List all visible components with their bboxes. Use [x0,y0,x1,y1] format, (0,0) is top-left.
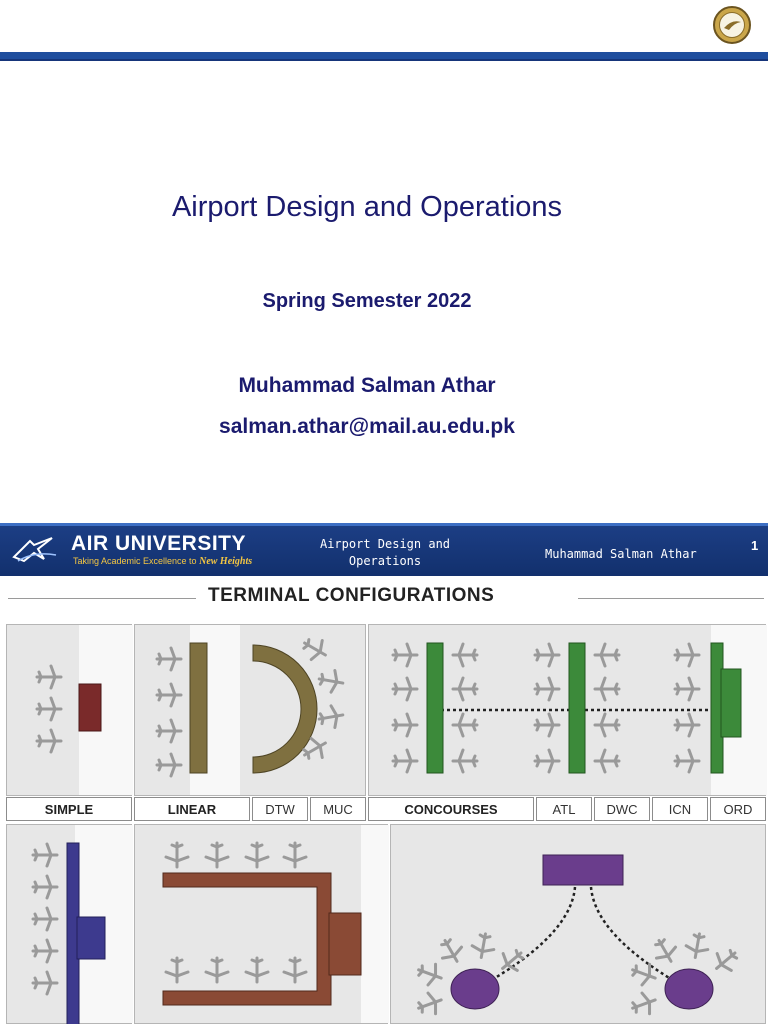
airplane-icon [496,945,529,977]
pier-panel [6,824,132,1024]
label-dtw: DTW [252,797,308,821]
slide-footer [0,523,768,576]
linear-diagram [135,625,367,797]
airplane-icon [535,750,559,772]
concourses-panel [368,624,766,796]
airplane-icon [629,960,659,989]
u-shape-diagram [135,825,389,1024]
airplane-icon [166,958,188,982]
airplane-icon [470,932,496,959]
airplane-icon [37,730,61,752]
label-atl: ATL [536,797,592,821]
airplane-icon [649,935,680,967]
airplane-icon [33,940,57,962]
airplane-icon [595,644,619,666]
airplane-icon [284,843,306,867]
label-ord: ORD [710,797,766,821]
airplane-icon [393,644,417,666]
airplane-icon [393,678,417,700]
page-number: 1 [751,538,759,553]
satellite-diagram [391,825,767,1024]
footer-course-title: Airport Design and Operations [319,537,451,568]
airplane-icon [33,972,57,994]
figure-title: TERMINAL CONFIGURATIONS [208,585,495,606]
concourse-icon [569,643,585,773]
concourse-icon [427,643,443,773]
airplane-icon [393,750,417,772]
terminal-building-icon [79,684,101,731]
airplane-icon [675,750,699,772]
airplane-icon [453,644,477,666]
author-name: Muhammad Salman Athar [238,374,496,397]
title-rule-left [8,598,196,599]
airplane-icon [317,704,344,730]
satellite-panel [390,824,766,1024]
terminal-configurations-slide [0,576,768,1024]
airplane-icon [393,714,417,736]
airplane-icon [453,750,477,772]
simple-panel [6,624,132,796]
airplane-icon [157,648,181,670]
label-dwc: DWC [594,797,650,821]
airplane-icon [33,908,57,930]
slide-title: Airport Design and Operations [171,191,563,223]
linear-terminal-icon [190,643,207,773]
university-tagline: Taking Academic Excellence to New Heights [73,556,253,567]
title-rule-right [578,598,764,599]
label-linear: LINEAR [134,797,250,821]
label-muc: MUC [310,797,366,821]
airplane-icon [37,698,61,720]
label-icn: ICN [652,797,708,821]
airplane-icon [535,678,559,700]
airplane-icon [157,754,181,776]
label-simple: SIMPLE [6,797,132,821]
airplane-icon [284,958,306,982]
airplane-icon [246,958,268,982]
airplane-icon [595,714,619,736]
header-rule [0,52,768,61]
label-concourses: CONCOURSES [368,797,534,821]
airplane-icon [675,678,699,700]
airplane-icon [206,843,228,867]
airplane-icon [33,876,57,898]
semester-text: Spring Semester 2022 [262,290,472,312]
u-shape-terminal-icon [163,873,331,1005]
airplane-icon [299,633,331,664]
airplane-icon [157,720,181,742]
airplane-icon [684,932,710,959]
author-email: salman.athar@mail.au.edu.pk [219,415,515,438]
university-name: AIR UNIVERSITY [71,532,247,555]
airplane-icon [629,990,659,1019]
airplane-icon [435,935,466,967]
satellite-icon [665,969,713,1009]
simple-diagram [7,625,133,797]
linear-panel [134,624,366,796]
concourses-diagram [369,625,767,797]
airplane-icon [710,945,743,977]
airplane-icon [166,843,188,867]
airplane-icon [595,750,619,772]
air-university-logo-icon [12,535,58,565]
airplane-icon [206,958,228,982]
u-shape-panel [134,824,388,1024]
airplane-icon [246,843,268,867]
airplane-icon [675,714,699,736]
airplane-icon [453,714,477,736]
satellite-icon [451,969,499,1009]
airplane-icon [415,990,445,1019]
pier-diagram [7,825,133,1024]
satellite-terminal-icon [543,855,623,885]
airplane-icon [157,684,181,706]
university-seal-icon [713,6,751,44]
airplane-icon [535,714,559,736]
airplane-icon [675,644,699,666]
airplane-icon [415,960,445,989]
footer-author: Muhammad Salman Athar [545,547,697,561]
airplane-icon [535,644,559,666]
airplane-icon [37,666,61,688]
airplane-icon [453,678,477,700]
airplane-icon [317,668,344,694]
airplane-icon [595,678,619,700]
airplane-icon [33,844,57,866]
